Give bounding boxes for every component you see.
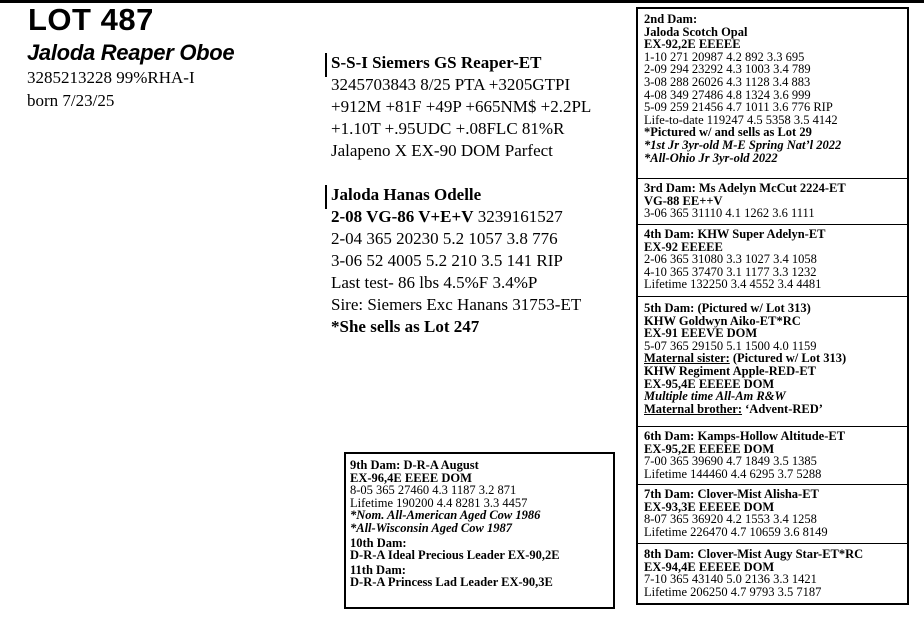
dam5-record: 5-07 365 29150 5.1 1500 4.0 1159 <box>644 338 817 353</box>
dam9-record: Lifetime 190200 4.4 8281 3.3 4457 <box>350 495 528 510</box>
dam7-record: Lifetime 226470 4.7 10659 3.6 8149 <box>644 524 828 539</box>
dam7-section <box>644 488 828 538</box>
dam7-record: 8-07 365 36920 4.2 1553 3.4 1258 <box>644 512 817 527</box>
dam9-honor: *Nom. All-American Aged Cow 1986 <box>350 508 541 523</box>
dam2-section <box>644 13 841 164</box>
dam2-record: 1-10 271 20987 4.2 892 3.3 695 <box>644 49 805 64</box>
dam4-section <box>644 228 826 291</box>
divider <box>638 296 907 297</box>
dam2-honor: *1st Jr 3yr-old M-E Spring Nat’l 2022 <box>644 137 842 152</box>
dam6-section <box>644 430 845 480</box>
dam9-heading: 9th Dam: D-R-A August <box>350 458 479 472</box>
dam2-record: Life-to-date 119247 4.5 5358 3.5 4142 <box>644 112 838 127</box>
sire-line: +1.10T +.95UDC +.08FLC 81%R <box>331 119 565 138</box>
maternal-brother-name: ‘Advent-RED’ <box>742 401 823 416</box>
dam2-record: 4-08 349 27486 4.8 1324 3.6 999 <box>644 87 811 102</box>
maternal-sister-name: KHW Regiment Apple-RED-ET <box>644 363 816 378</box>
dam2-honor: *All-Ohio Jr 3yr-old 2022 <box>644 150 778 165</box>
dam2-name: Jaloda Scotch Opal <box>644 24 748 39</box>
dam10-name: D-R-A Ideal Precious Leader EX-90,2E <box>350 548 560 563</box>
dam5-heading: 5th Dam: (Pictured w/ Lot 313) <box>644 301 811 315</box>
dam6-record: 7-00 365 39690 4.7 1849 3.5 1385 <box>644 454 817 469</box>
dam-record: 3-06 52 4005 5.2 210 3.5 141 RIP <box>331 251 563 270</box>
registration-line: 3285213228 99%RHA-I <box>27 68 195 87</box>
dam5-section <box>644 302 846 415</box>
divider <box>638 178 907 179</box>
dam9-class: EX-96,4E EEEE DOM <box>350 470 472 485</box>
dam9-section <box>350 459 560 589</box>
maternal-sister-class: EX-95,4E EEEEE DOM <box>644 376 775 391</box>
dam-bracket <box>325 185 327 209</box>
dam8-record: 7-10 365 43140 5.0 2136 3.3 1421 <box>644 572 817 587</box>
maternal-sister-note: (Pictured w/ Lot 313) <box>729 351 847 366</box>
dam-record: 2-04 365 20230 5.2 1057 3.8 776 <box>331 229 558 248</box>
dam3-record: 3-06 365 31110 4.1 1262 3.6 1111 <box>644 206 815 221</box>
dam4-heading: 4th Dam: KHW Super Adelyn-ET <box>644 227 826 241</box>
lot-number: LOT 487 <box>28 2 154 37</box>
dam8-section <box>644 548 863 598</box>
dam4-record: Lifetime 132250 3.4 4552 3.4 4481 <box>644 277 822 292</box>
maternal-brother-label: Maternal brother: <box>644 401 743 416</box>
dam2-record: 5-09 259 21456 4.7 1011 3.6 776 RIP <box>644 100 833 115</box>
dam7-class: EX-93,3E EEEEE DOM <box>644 499 775 514</box>
dam3-class: VG-88 EE++V <box>644 193 723 208</box>
dam8-record: Lifetime 206250 4.7 9793 3.5 7187 <box>644 584 822 599</box>
dam6-record: Lifetime 144460 4.4 6295 3.7 5288 <box>644 466 822 481</box>
dam2-record: 2-09 294 23292 4.3 1003 3.4 789 <box>644 62 811 77</box>
dam-block <box>331 184 581 338</box>
dam8-class: EX-94,4E EEEEE DOM <box>644 559 775 574</box>
dam2-note: *Pictured w/ and sells as Lot 29 <box>644 125 812 140</box>
dam4-class: EX-92 EEEEE <box>644 239 723 254</box>
dam2-class: EX-92,2E EEEEE <box>644 37 741 52</box>
dam2-heading: 2nd Dam: <box>644 12 698 26</box>
dam9-honor: *All-Wisconsin Aged Cow 1987 <box>350 520 512 535</box>
sire-line: 3245703843 8/25 PTA +3205GTPI <box>331 75 571 94</box>
dam6-heading: 6th Dam: Kamps-Hollow Altitude-ET <box>644 429 846 443</box>
sire-line: Jalapeno X EX-90 DOM Parfect <box>331 141 553 160</box>
dam4-record: 4-10 365 37470 3.1 1177 3.3 1232 <box>644 264 817 279</box>
sire-block <box>331 52 591 162</box>
divider <box>638 426 907 427</box>
dam-name: Jaloda Hanas Odelle <box>331 185 482 204</box>
maternal-sister-honor: Multiple time All-Am R&W <box>644 389 786 404</box>
dam-record: Sire: Siemers Exc Hanans 31753-ET <box>331 295 582 314</box>
dam8-heading: 8th Dam: Clover-Mist Augy Star-ET*RC <box>644 547 864 561</box>
dam3-heading: 3rd Dam: Ms Adelyn McCut 2224-ET <box>644 181 846 195</box>
dam-note: *She sells as Lot 247 <box>331 317 480 336</box>
dam9-record: 8-05 365 27460 4.3 1187 3.2 871 <box>350 483 517 498</box>
dam-registration: 3239161527 <box>473 207 563 226</box>
dam5-class: EX-91 EEEVE DOM <box>644 326 758 341</box>
divider <box>638 484 907 485</box>
dam2-record: 3-08 288 26026 4.3 1128 3.4 883 <box>644 74 811 89</box>
dam3-section <box>644 182 846 220</box>
dam-record: Last test- 86 lbs 4.5%F 3.4%P <box>331 273 538 292</box>
dam11-name: D-R-A Princess Lad Leader EX-90,3E <box>350 575 553 590</box>
maternal-sister-label: Maternal sister: <box>644 351 730 366</box>
dam11-heading: 11th Dam: <box>350 562 406 577</box>
dam7-heading: 7th Dam: Clover-Mist Alisha-ET <box>644 487 819 501</box>
sire-line: +912M +81F +49P +665NM$ +2.2PL <box>331 97 592 116</box>
divider <box>638 543 907 544</box>
dam10-heading: 10th Dam: <box>350 535 407 550</box>
animal-name: Jaloda Reaper Oboe <box>27 40 235 65</box>
dam5-name: KHW Goldwyn Aiko-ET*RC <box>644 313 801 328</box>
sire-name: S-S-I Siemers GS Reaper-ET <box>331 53 542 72</box>
dam4-record: 2-06 365 31080 3.3 1027 3.4 1058 <box>644 252 817 267</box>
sire-bracket <box>325 53 327 77</box>
divider <box>638 224 907 225</box>
birth-date: born 7/23/25 <box>27 91 115 110</box>
dam6-class: EX-95,2E EEEEE DOM <box>644 441 775 456</box>
dam-classification: 2-08 VG-86 V+E+V <box>331 207 474 226</box>
